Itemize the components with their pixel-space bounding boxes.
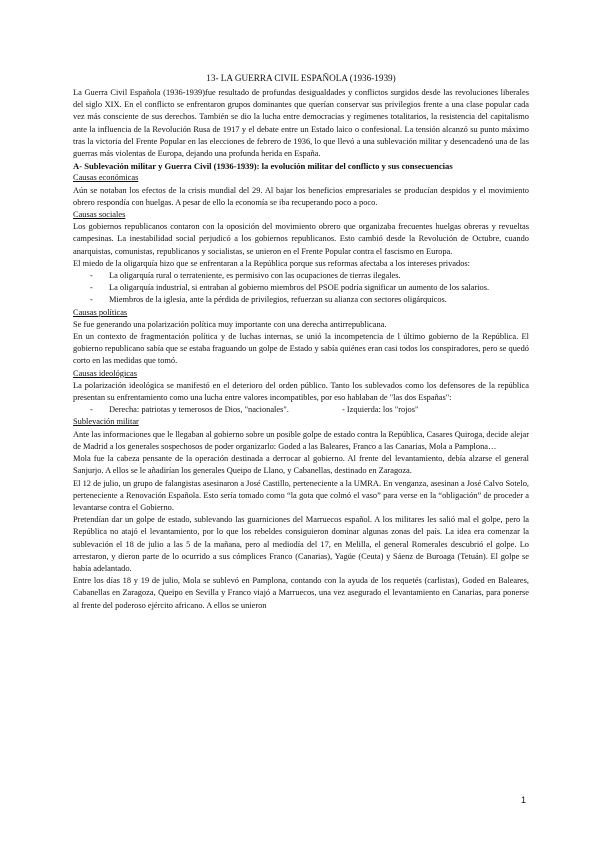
causas-ideologicas-title: Causas ideológicas <box>73 368 137 378</box>
section-a-prefix: A- <box>73 161 85 172</box>
list-item: - Miembros de la iglesia, ante la pérdida de privilegios, refuerzan su alianza con sectores oligárquicos. <box>73 294 529 306</box>
document-title: 13- LA GUERRA CIVIL ESPAÑOLA (1936-1939) <box>206 73 396 83</box>
sublevacion-paragraph-3: El 12 de julio, un grupo de falangistas asesinaron a José Castillo, perteneciente a la UMRA. En venganza, asesinan a José Calvo Sotelo, perteneciente a Renovación Española. Esto sería tomado como “la gota que colmó el vaso” para verse en la “obligación” de proceder a levantarse contra el Gobierno. <box>73 478 529 512</box>
derecha-item: - Derecha: patriotas y temerosos de Dios, "nacionales". <box>90 405 289 415</box>
sublevacion-paragraph-4: Pretendían dar un golpe de estado, sublevando las guarniciones del Marruecos español. A los militares les salió mal el golpe, pero la República no atajó el levantamiento, por lo que los rebeldes consiguieron dominar algunas zonas del país. La idea era comenzar la sublevación el 18 de julio a las 5 de la mañana, pero al mediodía del 17, en Melilla, el general Romerales descubrió el golpe. Lo arrestaron, y dieron parte de lo ocurrido a sus cómplices Franco (Canarias), Yagüe (Ceuta) y Sáenz de Buroaga (Tetuán). El golpe se había adelantado. <box>73 515 529 573</box>
document-page <box>73 72 529 612</box>
causas-politicas-paragraph-1: Se fue generando una polarización política muy importante con una derecha antirrepublicana. <box>73 319 387 329</box>
causas-ideologicas-paragraph: La polarización ideológica se manifestó en el deterioro del orden público. Tanto los sublevados como los defensores de la república presentan su enfrentamiento como una lucha entre valores incompatibles, por eso hablaban de "las dos Españas": <box>73 380 529 403</box>
sublevacion-title: Sublevación militar <box>73 417 139 427</box>
causas-politicas-title: Causas políticas <box>73 307 128 317</box>
list-item: - La oligarquía rural o terrateniente, es permisivo con las ocupaciones de tierras ilegales. <box>73 270 529 282</box>
list-item: - La oligarquía industrial, si entraban al gobierno miembros del PSOE podría significar un aumento de los salarios. <box>73 282 529 294</box>
causas-sociales-paragraph-2: El miedo de la oligarquía hizo que se enfrentaran a la República porque sus reformas afectaba a los intereses privados: <box>73 258 470 268</box>
section-a-title: Sublevación militar y Guerra Civil (1936-1939): la evolución militar del conflicto y sus consecuencias <box>84 161 453 172</box>
dos-espanas-row <box>73 404 529 416</box>
derecha-text: Derecha: patriotas y temerosos de Dios, "nacionales". <box>109 405 289 415</box>
causas-sociales-title: Causas sociales <box>73 210 126 220</box>
causas-politicas-paragraph-2: En un contexto de fragmentación política y de luchas internas, se unió la incompetencia de l último gobierno de la República. El gobierno republicano sabía que se estaba fraguando un golpe de Estado y sabía quiénes eran casi todos los conspiradores, pero se quedó corto en las medidas que tomó. <box>73 332 529 366</box>
causas-economicas-title: Causas económicas <box>73 173 139 183</box>
causas-sociales-list <box>73 270 529 307</box>
intro-paragraph: La Guerra Civil Española (1936-1939)fue resultado de profundas desigualdades y conflictos surgidos desde las revoluciones liberales del siglo XIX. En el conflicto se enfrentaron grupos dominantes que querían conservar sus privilegios frente a una clase popular cada vez más consciente de sus derechos. También se dio la lucha entre democracias y regímenes totalitarios, la resistencia del capitalismo ante la influencia de la Revolución Rusa de 1917 y el debate entre un Estado laico o confesional. La tensión alcanzó su punto máximo tras la victoria del Frente Popular en las elecciones de febrero de 1936, lo que llevó a una sublevación militar y desencadenó una de las guerras más violentas de Europa, dejando una profunda herida en España. <box>73 88 529 159</box>
sublevacion-paragraph-5: Entre los días 18 y 19 de julio, Mola se sublevó en Pamplona, contando con la ayuda de los requetés (carlistas), Goded en Baleares, Cabanellas en Zaragoza, Queipo en Sevilla y Franco viajó a Marruecos, una vez asegurado el levantamiento en Canarias, para ponerse al frente del poderoso ejército africano. A ellos se unieron <box>73 576 529 610</box>
sublevacion-paragraph-1: Ante las informaciones que le llegaban al gobierno sobre un posible golpe de estado contra la República, Casares Quiroga, decide alejar de Madrid a los generales sospechosos de poder organizarlo: Goded a las Baleares, Franco a las Canarias, Mola a Pamplona… <box>73 429 529 451</box>
causas-sociales-paragraph-1: Los gobiernos republicanos contaron con la oposición del movimiento obrero que organizaba frecuentes huelgas obreras y revueltas campesinas. La inestabilidad social perjudicó a los gobiernos republicanos. Esto cambió desde la Revolución de Octubre, cuando anarquistas, comunistas, republicanos y socialistas, se unieron en el Frente Popular contra el fascismo en Europa. <box>73 222 529 256</box>
izquierda-text: - Izquierda: los "rojos" <box>342 405 419 415</box>
page-number: 1 <box>520 795 526 805</box>
causas-economicas-text: Aún se notaban los efectos de la crisis mundial del 29. Al bajar los beneficios empresariales se producían despidos y el movimiento obrero respondía con huelgas. A pesar de ello la economía se iba recuperando poco a poco. <box>73 185 529 207</box>
sublevacion-paragraph-2: Mola fue la cabeza pensante de la operación destinada a derrocar al gobierno. Al frente del levantamiento, debía alzarse el general Sanjurjo. A ellos se le añadirían los generales Queipo de Llano, y Cabanellas, destinado en Zaragoza. <box>73 454 529 476</box>
section-a-heading <box>73 160 529 172</box>
